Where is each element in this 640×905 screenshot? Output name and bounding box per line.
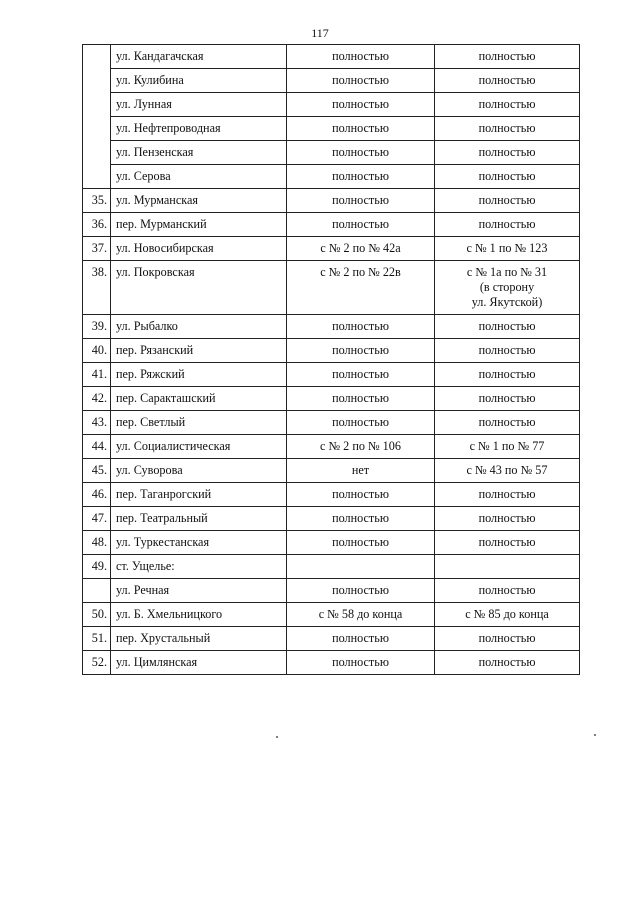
street-name: ул. Покровская [111, 261, 287, 315]
street-name: пер. Саракташский [111, 387, 287, 411]
row-number [83, 165, 111, 189]
odd-side-range: полностью [435, 411, 580, 435]
street-name: пер. Ряжский [111, 363, 287, 387]
row-number: 50. [83, 603, 111, 627]
street-name: пер. Театральный [111, 507, 287, 531]
even-side-range: с № 2 по № 106 [287, 435, 435, 459]
odd-side-range: полностью [435, 483, 580, 507]
even-side-range: полностью [287, 579, 435, 603]
streets-table [82, 44, 580, 675]
street-name: пер. Хрустальный [111, 627, 287, 651]
even-side-range: полностью [287, 45, 435, 69]
row-number: 52. [83, 651, 111, 675]
odd-side-range: полностью [435, 141, 580, 165]
odd-side-range: полностью [435, 315, 580, 339]
street-name: пер. Светлый [111, 411, 287, 435]
table-row [83, 45, 580, 69]
table-row [83, 579, 580, 603]
row-number: 43. [83, 411, 111, 435]
table-row [83, 363, 580, 387]
even-side-range: полностью [287, 651, 435, 675]
odd-side-range: полностью [435, 69, 580, 93]
row-number [83, 69, 111, 93]
even-side-range: полностью [287, 627, 435, 651]
even-side-range: полностью [287, 117, 435, 141]
even-side-range: полностью [287, 213, 435, 237]
table-row [83, 651, 580, 675]
odd-side-range: полностью [435, 507, 580, 531]
table-row [83, 213, 580, 237]
odd-side-range: полностью [435, 363, 580, 387]
even-side-range: с № 2 по № 42а [287, 237, 435, 261]
odd-side-range: с № 1а по № 31 (в сторону ул. Якутской) [435, 261, 580, 315]
odd-side-range: полностью [435, 165, 580, 189]
even-side-range: полностью [287, 93, 435, 117]
table-row [83, 411, 580, 435]
odd-side-range: полностью [435, 387, 580, 411]
street-name: ул. Рыбалко [111, 315, 287, 339]
odd-side-range: полностью [435, 93, 580, 117]
even-side-range: полностью [287, 189, 435, 213]
even-side-range: полностью [287, 363, 435, 387]
table-row [83, 189, 580, 213]
street-name: пер. Таганрогский [111, 483, 287, 507]
odd-side-range: полностью [435, 579, 580, 603]
even-side-range: полностью [287, 69, 435, 93]
table-row [83, 117, 580, 141]
table-row [83, 261, 580, 315]
scan-speck [276, 736, 278, 738]
odd-side-range: полностью [435, 339, 580, 363]
odd-side-range: с № 1 по № 77 [435, 435, 580, 459]
even-side-range: полностью [287, 531, 435, 555]
table-row [83, 387, 580, 411]
even-side-range: с № 58 до конца [287, 603, 435, 627]
table-row [83, 93, 580, 117]
street-name: ул. Лунная [111, 93, 287, 117]
row-number: 49. [83, 555, 111, 579]
even-side-range: полностью [287, 165, 435, 189]
table-row [83, 459, 580, 483]
table-row [83, 141, 580, 165]
street-name: ул. Мурманская [111, 189, 287, 213]
street-name: пер. Рязанский [111, 339, 287, 363]
row-number: 44. [83, 435, 111, 459]
table-row [83, 315, 580, 339]
row-number: 51. [83, 627, 111, 651]
table-row [83, 435, 580, 459]
even-side-range: полностью [287, 315, 435, 339]
row-number: 38. [83, 261, 111, 315]
even-side-range: полностью [287, 483, 435, 507]
odd-side-range: полностью [435, 627, 580, 651]
row-number: 48. [83, 531, 111, 555]
row-number: 39. [83, 315, 111, 339]
odd-side-range: с № 43 по № 57 [435, 459, 580, 483]
table-row [83, 627, 580, 651]
row-number: 42. [83, 387, 111, 411]
table-row [83, 69, 580, 93]
table-row [83, 555, 580, 579]
even-side-range: полностью [287, 507, 435, 531]
table-row [83, 483, 580, 507]
street-name: ул. Нефтепроводная [111, 117, 287, 141]
even-side-range: с № 2 по № 22в [287, 261, 435, 315]
street-name: ул. Серова [111, 165, 287, 189]
even-side-range: полностью [287, 141, 435, 165]
row-number [83, 117, 111, 141]
streets-table-body [83, 45, 580, 675]
row-number: 35. [83, 189, 111, 213]
row-number [83, 141, 111, 165]
row-number [83, 45, 111, 69]
street-name: ул. Речная [111, 579, 287, 603]
street-name: ул. Кандагачская [111, 45, 287, 69]
odd-side-range: с № 85 до конца [435, 603, 580, 627]
even-side-range: полностью [287, 411, 435, 435]
street-name: ул. Новосибирская [111, 237, 287, 261]
street-name: ул. Кулибина [111, 69, 287, 93]
even-side-range [287, 555, 435, 579]
table-row [83, 165, 580, 189]
row-number: 36. [83, 213, 111, 237]
street-name: ул. Б. Хмельницкого [111, 603, 287, 627]
table-row [83, 507, 580, 531]
street-name: ул. Цимлянская [111, 651, 287, 675]
even-side-range: полностью [287, 339, 435, 363]
row-number [83, 579, 111, 603]
scan-speck [594, 734, 596, 736]
odd-side-range [435, 555, 580, 579]
odd-side-range: полностью [435, 651, 580, 675]
even-side-range: полностью [287, 387, 435, 411]
row-number: 41. [83, 363, 111, 387]
street-name: ул. Социалистическая [111, 435, 287, 459]
odd-side-range: полностью [435, 213, 580, 237]
row-number: 45. [83, 459, 111, 483]
odd-side-range: полностью [435, 117, 580, 141]
row-number [83, 93, 111, 117]
odd-side-range: с № 1 по № 123 [435, 237, 580, 261]
table-row [83, 237, 580, 261]
street-name: ул. Суворова [111, 459, 287, 483]
street-name: ул. Пензенская [111, 141, 287, 165]
street-name: ул. Туркестанская [111, 531, 287, 555]
even-side-range: нет [287, 459, 435, 483]
row-number: 37. [83, 237, 111, 261]
row-number: 46. [83, 483, 111, 507]
table-row [83, 531, 580, 555]
row-number: 40. [83, 339, 111, 363]
row-number: 47. [83, 507, 111, 531]
odd-side-range: полностью [435, 189, 580, 213]
odd-side-range: полностью [435, 531, 580, 555]
street-name: пер. Мурманский [111, 213, 287, 237]
page-number: 117 [311, 26, 329, 40]
street-name: ст. Ущелье: [111, 555, 287, 579]
odd-side-range: полностью [435, 45, 580, 69]
table-row [83, 603, 580, 627]
table-row [83, 339, 580, 363]
